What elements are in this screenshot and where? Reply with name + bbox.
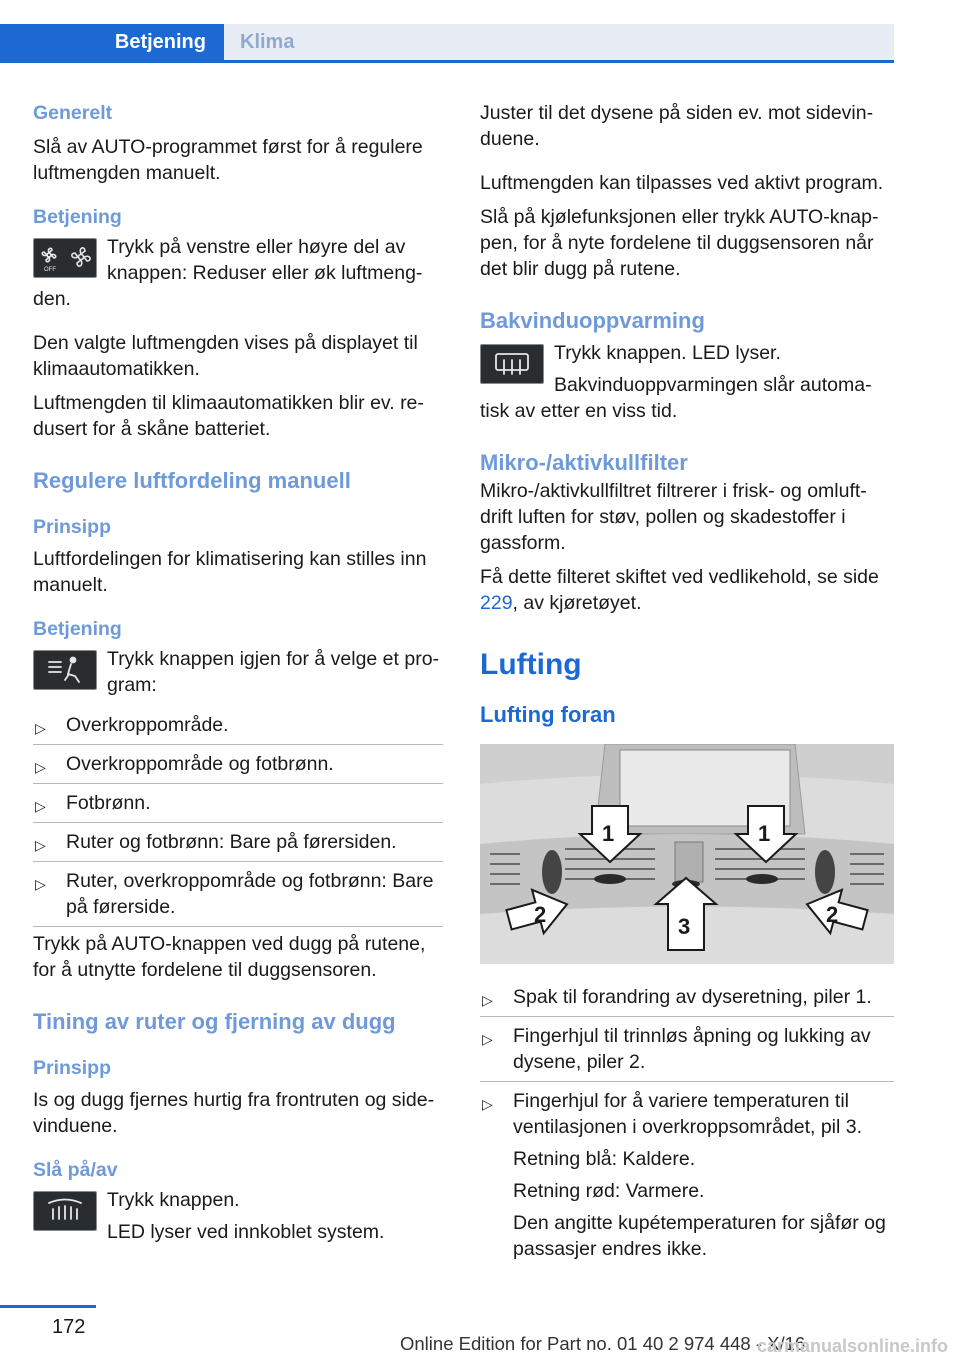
luftmengde-program-text: Luftmengden kan tilpasses ved aktivt program. (480, 172, 884, 194)
heading-tining: Tining av ruter og fjerning av dugg (33, 1009, 396, 1034)
list-item: ▷ Overkroppområde og fotbrønn. (33, 744, 443, 783)
tab-betjening[interactable]: Betjening (0, 24, 224, 60)
svg-text:OFF: OFF (44, 267, 56, 273)
arrow-label: 1 (602, 821, 615, 846)
heading-prinsipp-1: Prinsipp (33, 516, 112, 538)
arrow-label: 1 (758, 821, 771, 846)
filter-service-text: Få dette filteret skiftet ved vedlikehold, se side 229, av kjøretøyet. (480, 566, 879, 614)
page-link-229[interactable]: 229 (480, 592, 513, 614)
sla-pa-av-text-1: Trykk knappen. (107, 1189, 240, 1211)
prinsipp1-text: Luftfordelingen for klimatisering kan stilles inn manuelt. (33, 548, 427, 596)
triangle-bullet-icon: ▷ (35, 837, 46, 853)
heading-lufting-foran: Lufting foran (480, 702, 616, 727)
rear-window-heating-icon (480, 344, 544, 384)
chapter-tabs (0, 24, 894, 62)
filter-text: Mikro-/aktivkullfiltret filtrerer i frisk- og omluft-drift luften for støv, pollen og skadestoffer i gassform. (480, 480, 867, 554)
list-item: ▷ Ruter, overkroppområde og fotbrønn: Bare på førerside. (33, 861, 443, 926)
triangle-bullet-icon: ▷ (35, 759, 46, 775)
list-item: ▷ Overkroppområde. (33, 706, 443, 744)
sla-pa-av-text-2: LED lyser ved innkoblet system. (107, 1221, 385, 1243)
airflow-paragraph (33, 646, 443, 698)
arrow-label: 2 (826, 902, 839, 927)
heading-lufting: Lufting (480, 648, 582, 681)
footer-line (0, 1305, 96, 1308)
heading-generelt: Generelt (33, 102, 113, 124)
page-number: 172 (52, 1316, 86, 1338)
defrost-icon (33, 1191, 97, 1231)
list-item: ▷ Fingerhjul for å variere temperaturen til ventilasjonen i overkroppsområdet, pil 3. Retning blå: Kaldere. Retning rød: Varmere. Den angitte kupétemperaturen for sjåfør og passasjer endres ikke. (480, 1081, 894, 1268)
heading-betjening-1: Betjening (33, 206, 122, 228)
tab-klima[interactable]: Klima (224, 24, 894, 60)
bakvindu-text-1: Trykk knappen. LED lyser. (554, 342, 781, 364)
kjolefunksjon-text: Slå på kjølefunksjonen eller trykk AUTO-knap-pen, for å nyte fordelene til duggsensoren når det blir dugg på rutene. (480, 206, 879, 280)
left-column (33, 100, 443, 1245)
betjening1-text: Trykk på venstre eller høyre del av knappen: Reduser eller øk luftmeng-den. (33, 236, 423, 310)
sub-text-cabin: Den angitte kupétemperaturen for sjåfør og passasjer endres ikke. (513, 1212, 886, 1260)
juster-text: Juster til det dysene på siden ev. mot sidevin-duene. (480, 102, 874, 150)
triangle-bullet-icon: ▷ (482, 1096, 493, 1112)
bakvindu-text-2: Bakvinduoppvarmingen slår automa-tisk av etter en viss tid. (480, 374, 872, 422)
dashboard-vents-illustration (480, 744, 894, 964)
auto-text: Trykk på AUTO-knappen ved dugg på rutene, for å utnytte fordelene til duggsensoren. (33, 926, 443, 983)
list-item: ▷ Spak til forandring av dyseretning, piler 1. (480, 978, 894, 1016)
list-item: ▷ Ruter og fotbrønn: Bare på førersiden. (33, 822, 443, 861)
list-item: ▷ Fotbrønn. (33, 783, 443, 822)
right-column (480, 100, 894, 1268)
luftmengde-display-text: Den valgte luftmengden vises på displayet til klimaautomatikken. (33, 332, 418, 380)
air-distribution-icon (33, 650, 97, 690)
arrow-label: 3 (678, 914, 691, 939)
fan-paragraph (33, 234, 443, 312)
heading-prinsipp-2: Prinsipp (33, 1057, 112, 1079)
sub-text-warm: Retning rød: Varmere. (513, 1180, 705, 1202)
rear-heat-paragraph (480, 340, 894, 424)
triangle-bullet-icon: ▷ (35, 876, 46, 892)
heading-filter: Mikro-/aktivkullfilter (480, 450, 688, 475)
heading-sla-pa-av: Slå på/av (33, 1159, 118, 1181)
edition-text: Online Edition for Part no. 01 40 2 974 448 - X/16 (400, 1333, 806, 1354)
heading-bakvinduoppvarming: Bakvinduoppvarming (480, 308, 705, 333)
triangle-bullet-icon: ▷ (482, 1031, 493, 1047)
sub-text-cold: Retning blå: Kaldere. (513, 1148, 696, 1170)
heading-betjening-2: Betjening (33, 618, 122, 640)
generelt-text: Slå av AUTO-programmet først for å regulere luftmengden manuelt. (33, 136, 423, 184)
program-list (33, 706, 443, 926)
triangle-bullet-icon: ▷ (35, 798, 46, 814)
triangle-bullet-icon: ▷ (35, 720, 46, 736)
heading-luftfordeling: Regulere luftfordeling manuell (33, 468, 351, 493)
luftmengde-batteri-text: Luftmengden til klimaautomatikken blir ev. re-dusert for å skåne batteriet. (33, 392, 424, 440)
triangle-bullet-icon: ▷ (482, 992, 493, 1008)
watermark: carmanualsonline.info (756, 1336, 948, 1356)
fan-off-icon (33, 238, 97, 278)
arrow-label: 2 (534, 902, 547, 927)
betjening2-text: Trykk knappen igjen for å velge et pro-gram: (107, 648, 440, 696)
vent-list (480, 978, 894, 1268)
defrost-paragraph (33, 1187, 443, 1245)
prinsipp2-text: Is og dugg fjernes hurtig fra frontruten og side-vinduene. (33, 1089, 435, 1137)
list-item: ▷ Fingerhjul til trinnløs åpning og lukking av dysene, piler 2. (480, 1016, 894, 1081)
tab-underline (0, 60, 894, 63)
